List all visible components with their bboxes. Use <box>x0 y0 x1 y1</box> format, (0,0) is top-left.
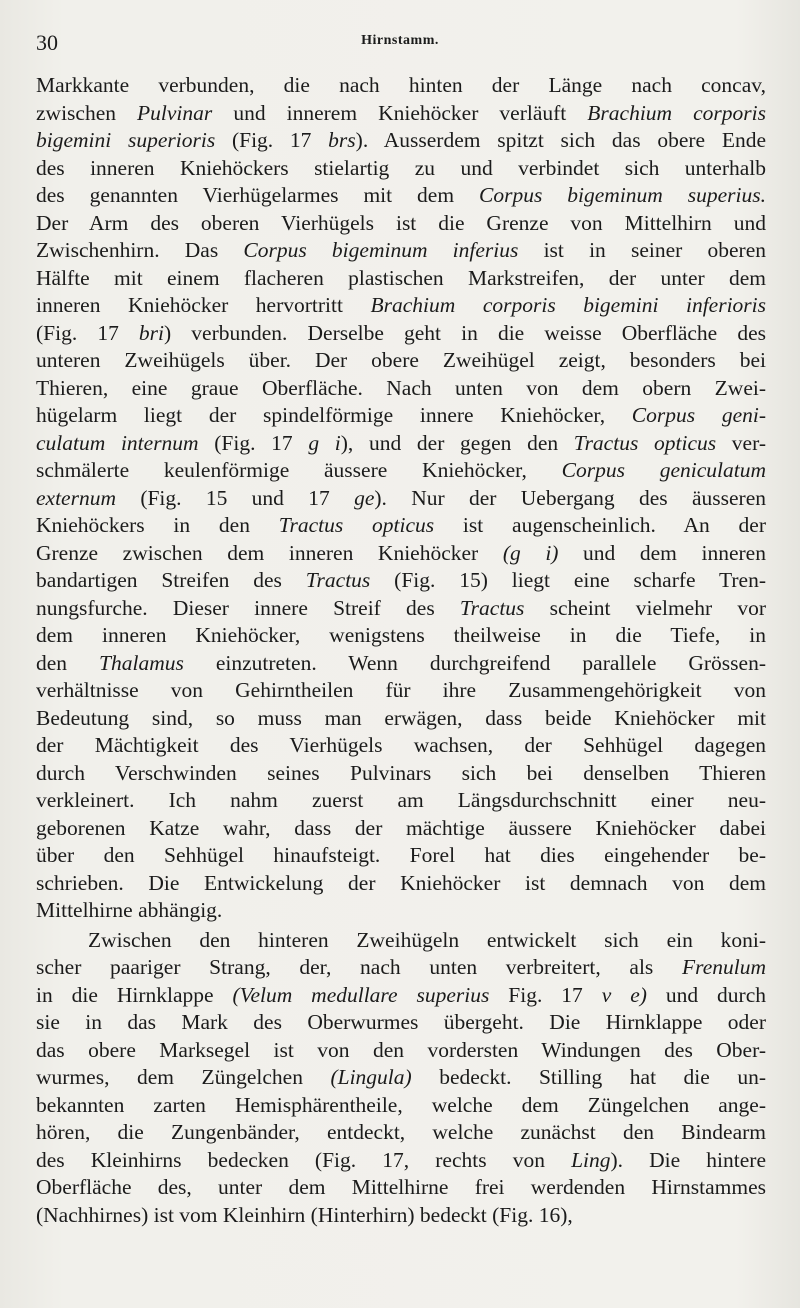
text-span: einzutreten. Wenn durchgreifend parallele Grössen- <box>183 650 766 675</box>
text-line <box>36 567 766 595</box>
text-span: ). Ausserdem spitzt sich das obere Ende <box>355 128 767 152</box>
text-span: sie in das Mark des Oberwurmes übergeht. Die Hirnklappe oder <box>36 1010 766 1034</box>
text-line <box>36 927 766 955</box>
text-span: zwischen <box>36 100 138 125</box>
italic-span: g i <box>308 430 341 455</box>
text-line <box>36 72 766 100</box>
text-line <box>36 155 766 183</box>
text-span: bedeckt. Stilling hat die un- <box>411 1065 766 1089</box>
italic-span: culatum internum <box>36 430 199 455</box>
text-line <box>36 1092 766 1120</box>
text-span: scher paariger Strang, der, nach unten verbreitert, als <box>36 955 682 979</box>
text-line <box>36 457 766 485</box>
running-title: Hirnstamm. <box>361 33 439 48</box>
text-span: nungsfurche. Dieser innere Streif des <box>36 595 460 620</box>
text-span: (Fig. 15) liegt eine scharfe Tren- <box>370 568 767 592</box>
text-line <box>36 430 766 458</box>
text-span: (Fig. 17 <box>36 320 139 345</box>
text-line <box>36 705 766 733</box>
text-span: ist in seiner oberen <box>518 238 767 262</box>
italic-span: bigemini superioris <box>36 128 216 152</box>
italic-span: Tractus opticus <box>278 513 435 537</box>
text-line <box>36 100 766 128</box>
text-line <box>36 237 766 265</box>
text-span: unteren Zweihügels über. Der obere Zweihügel zeigt, besonders bei <box>36 348 766 372</box>
text-span: ). Die hintere <box>610 1147 766 1172</box>
text-span: des inneren Kniehöckers stielartig zu und verbindet sich unterhalb <box>36 155 766 180</box>
italic-span: bri <box>138 320 165 345</box>
text-line <box>36 842 766 870</box>
text-line <box>36 677 766 705</box>
text-line <box>36 870 766 898</box>
text-span: der Mächtigkeit des Vierhügels wachsen, der Sehhügel dagegen <box>36 733 766 757</box>
text-span: bekannten zarten Hemisphärentheile, welche dem Züngelchen ange- <box>36 1092 766 1117</box>
italic-span: (Lingula) <box>330 1065 412 1089</box>
italic-span: ge <box>354 485 375 510</box>
text-line <box>36 182 766 210</box>
text-line <box>36 732 766 760</box>
page-number: 30 <box>36 30 58 55</box>
text-line <box>36 210 766 238</box>
text-line <box>36 347 766 375</box>
text-line <box>36 375 766 403</box>
running-head <box>36 30 764 54</box>
italic-span: (g i) <box>502 540 559 565</box>
text-line <box>36 1037 766 1065</box>
italic-span: Corpus bigeminum inferius <box>243 238 519 262</box>
text-span: Mittelhirne abhängig. <box>36 898 223 922</box>
text-span: Kniehöckers in den <box>36 513 279 537</box>
text-span: und durch <box>646 982 766 1007</box>
text-span: schmälerte keulenförmige äussere Kniehöcker, <box>36 458 562 482</box>
text-span: verkleinert. Ich nahm zuerst am Längsdurchschnitt einer neu- <box>36 788 766 812</box>
text-span: Grenze zwischen dem inneren Kniehöcker <box>36 540 503 565</box>
text-span: und dem inneren <box>558 540 766 565</box>
text-span: (Fig. 15 und 17 <box>116 485 355 510</box>
text-line <box>36 265 766 293</box>
text-span: ver- <box>716 430 766 455</box>
text-line <box>36 650 766 678</box>
text-line <box>36 897 766 925</box>
italic-span: brs <box>328 128 356 152</box>
body-text <box>36 72 766 1229</box>
text-span: Markkante verbunden, die nach hinten der Länge nach concav, <box>36 73 766 97</box>
italic-span: (Velum medullare superius <box>232 982 490 1007</box>
text-span: dem inneren Kniehöcker, wenigstens theilweise in die Tiefe, in <box>36 623 766 647</box>
text-span: des Kleinhirns bedecken (Fig. 17, rechts von <box>36 1147 572 1172</box>
text-line <box>36 292 766 320</box>
italic-span: Tractus <box>305 568 371 592</box>
text-span: verhältnisse von Gehirntheilen für ihre Zusammengehörigkeit von <box>36 678 766 702</box>
text-span: Der Arm des oberen Vierhügels ist die Grenze von Mittelhirn und <box>36 210 766 235</box>
paragraph <box>36 72 766 925</box>
text-span: über den Sehhügel hinaufsteigt. Forel hat dies eingehender be- <box>36 843 766 867</box>
text-span: und innerem Kniehöcker verläuft <box>212 100 588 125</box>
text-span: Zwischenhirn. Das <box>36 238 244 262</box>
text-span: in die Hirnklappe <box>36 982 233 1007</box>
italic-span: Frenulum <box>682 955 766 979</box>
italic-span: Tractus <box>459 595 525 620</box>
text-span: (Nachhirnes) ist vom Kleinhirn (Hinterhirn) bedeckt (Fig. 16), <box>36 1202 573 1227</box>
italic-span: Tractus opticus <box>573 430 717 455</box>
text-span: hören, die Zungenbänder, entdeckt, welche zunächst den Bindearm <box>36 1120 766 1144</box>
text-span: scheint vielmehr vor <box>524 595 766 620</box>
text-line <box>36 622 766 650</box>
text-span: Hälfte mit einem flacheren plastischen Markstreifen, der unter dem <box>36 265 766 290</box>
italic-span: Thalamus <box>99 650 184 675</box>
text-span: das obere Marksegel ist von den vordersten Windungen des Ober- <box>36 1037 766 1062</box>
text-line <box>36 1064 766 1092</box>
text-span: ). Nur der Uebergang des äusseren <box>374 485 767 510</box>
text-line <box>36 595 766 623</box>
text-span: wurmes, dem Züngelchen <box>36 1065 331 1089</box>
text-line <box>36 485 766 513</box>
text-line <box>36 320 766 348</box>
text-line <box>36 1174 766 1202</box>
italic-span: Brachium corporis <box>587 100 766 125</box>
text-span: ), und der gegen den <box>340 430 574 455</box>
text-span: Zwischen den hinteren Zweihügeln entwickelt sich ein koni- <box>88 927 766 952</box>
text-line <box>36 1147 766 1175</box>
text-span: Oberfläche des, unter dem Mittelhirne frei werdenden Hirnstammes <box>36 1175 766 1199</box>
text-line <box>36 512 766 540</box>
italic-span: Corpus bigeminum superius. <box>479 183 766 207</box>
text-line <box>36 1202 784 1230</box>
text-span: inneren Kniehöcker hervortritt <box>36 293 371 317</box>
text-line <box>36 127 766 155</box>
paragraph <box>36 927 766 1230</box>
text-span: (Fig. 17 <box>198 430 309 455</box>
text-span: des genannten Vierhügelarmes mit dem <box>36 183 480 207</box>
italic-span: Pulvinar <box>137 100 213 125</box>
text-span: Thieren, eine graue Oberfläche. Nach unten von dem obern Zwei- <box>36 375 766 400</box>
text-line <box>36 760 766 788</box>
text-line <box>36 954 766 982</box>
text-span: bandartigen Streifen des <box>36 568 306 592</box>
text-line <box>36 787 766 815</box>
text-span: Fig. 17 <box>489 982 602 1007</box>
text-span: hügelarm liegt der spindelförmige innere Kniehöcker, <box>36 403 632 427</box>
text-span: ) verbunden. Derselbe geht in die weisse Oberfläche des <box>164 320 766 345</box>
text-span: ist augenscheinlich. An der <box>434 513 766 537</box>
text-span: schrieben. Die Entwickelung der Kniehöcker ist demnach von dem <box>36 870 766 895</box>
text-span: durch Verschwinden seines Pulvinars sich bei denselben Thieren <box>36 760 766 785</box>
italic-span: externum <box>36 485 116 510</box>
italic-span: Ling <box>571 1147 611 1172</box>
italic-span: Brachium corporis bigemini inferioris <box>370 293 767 317</box>
italic-span: Corpus geniculatum <box>561 458 766 482</box>
text-span: (Fig. 17 <box>215 128 329 152</box>
italic-span: Corpus geni- <box>631 403 767 427</box>
text-span: Bedeutung sind, so muss man erwägen, dass beide Kniehöcker mit <box>36 705 766 730</box>
text-line <box>36 402 766 430</box>
text-line <box>36 1119 766 1147</box>
text-line <box>36 540 766 568</box>
text-span: den <box>36 650 100 675</box>
text-line <box>36 982 766 1010</box>
italic-span: v e) <box>601 982 647 1007</box>
text-line <box>36 1009 766 1037</box>
text-span: geborenen Katze wahr, dass der mächtige äussere Kniehöcker dabei <box>36 815 766 840</box>
text-line <box>36 815 766 843</box>
